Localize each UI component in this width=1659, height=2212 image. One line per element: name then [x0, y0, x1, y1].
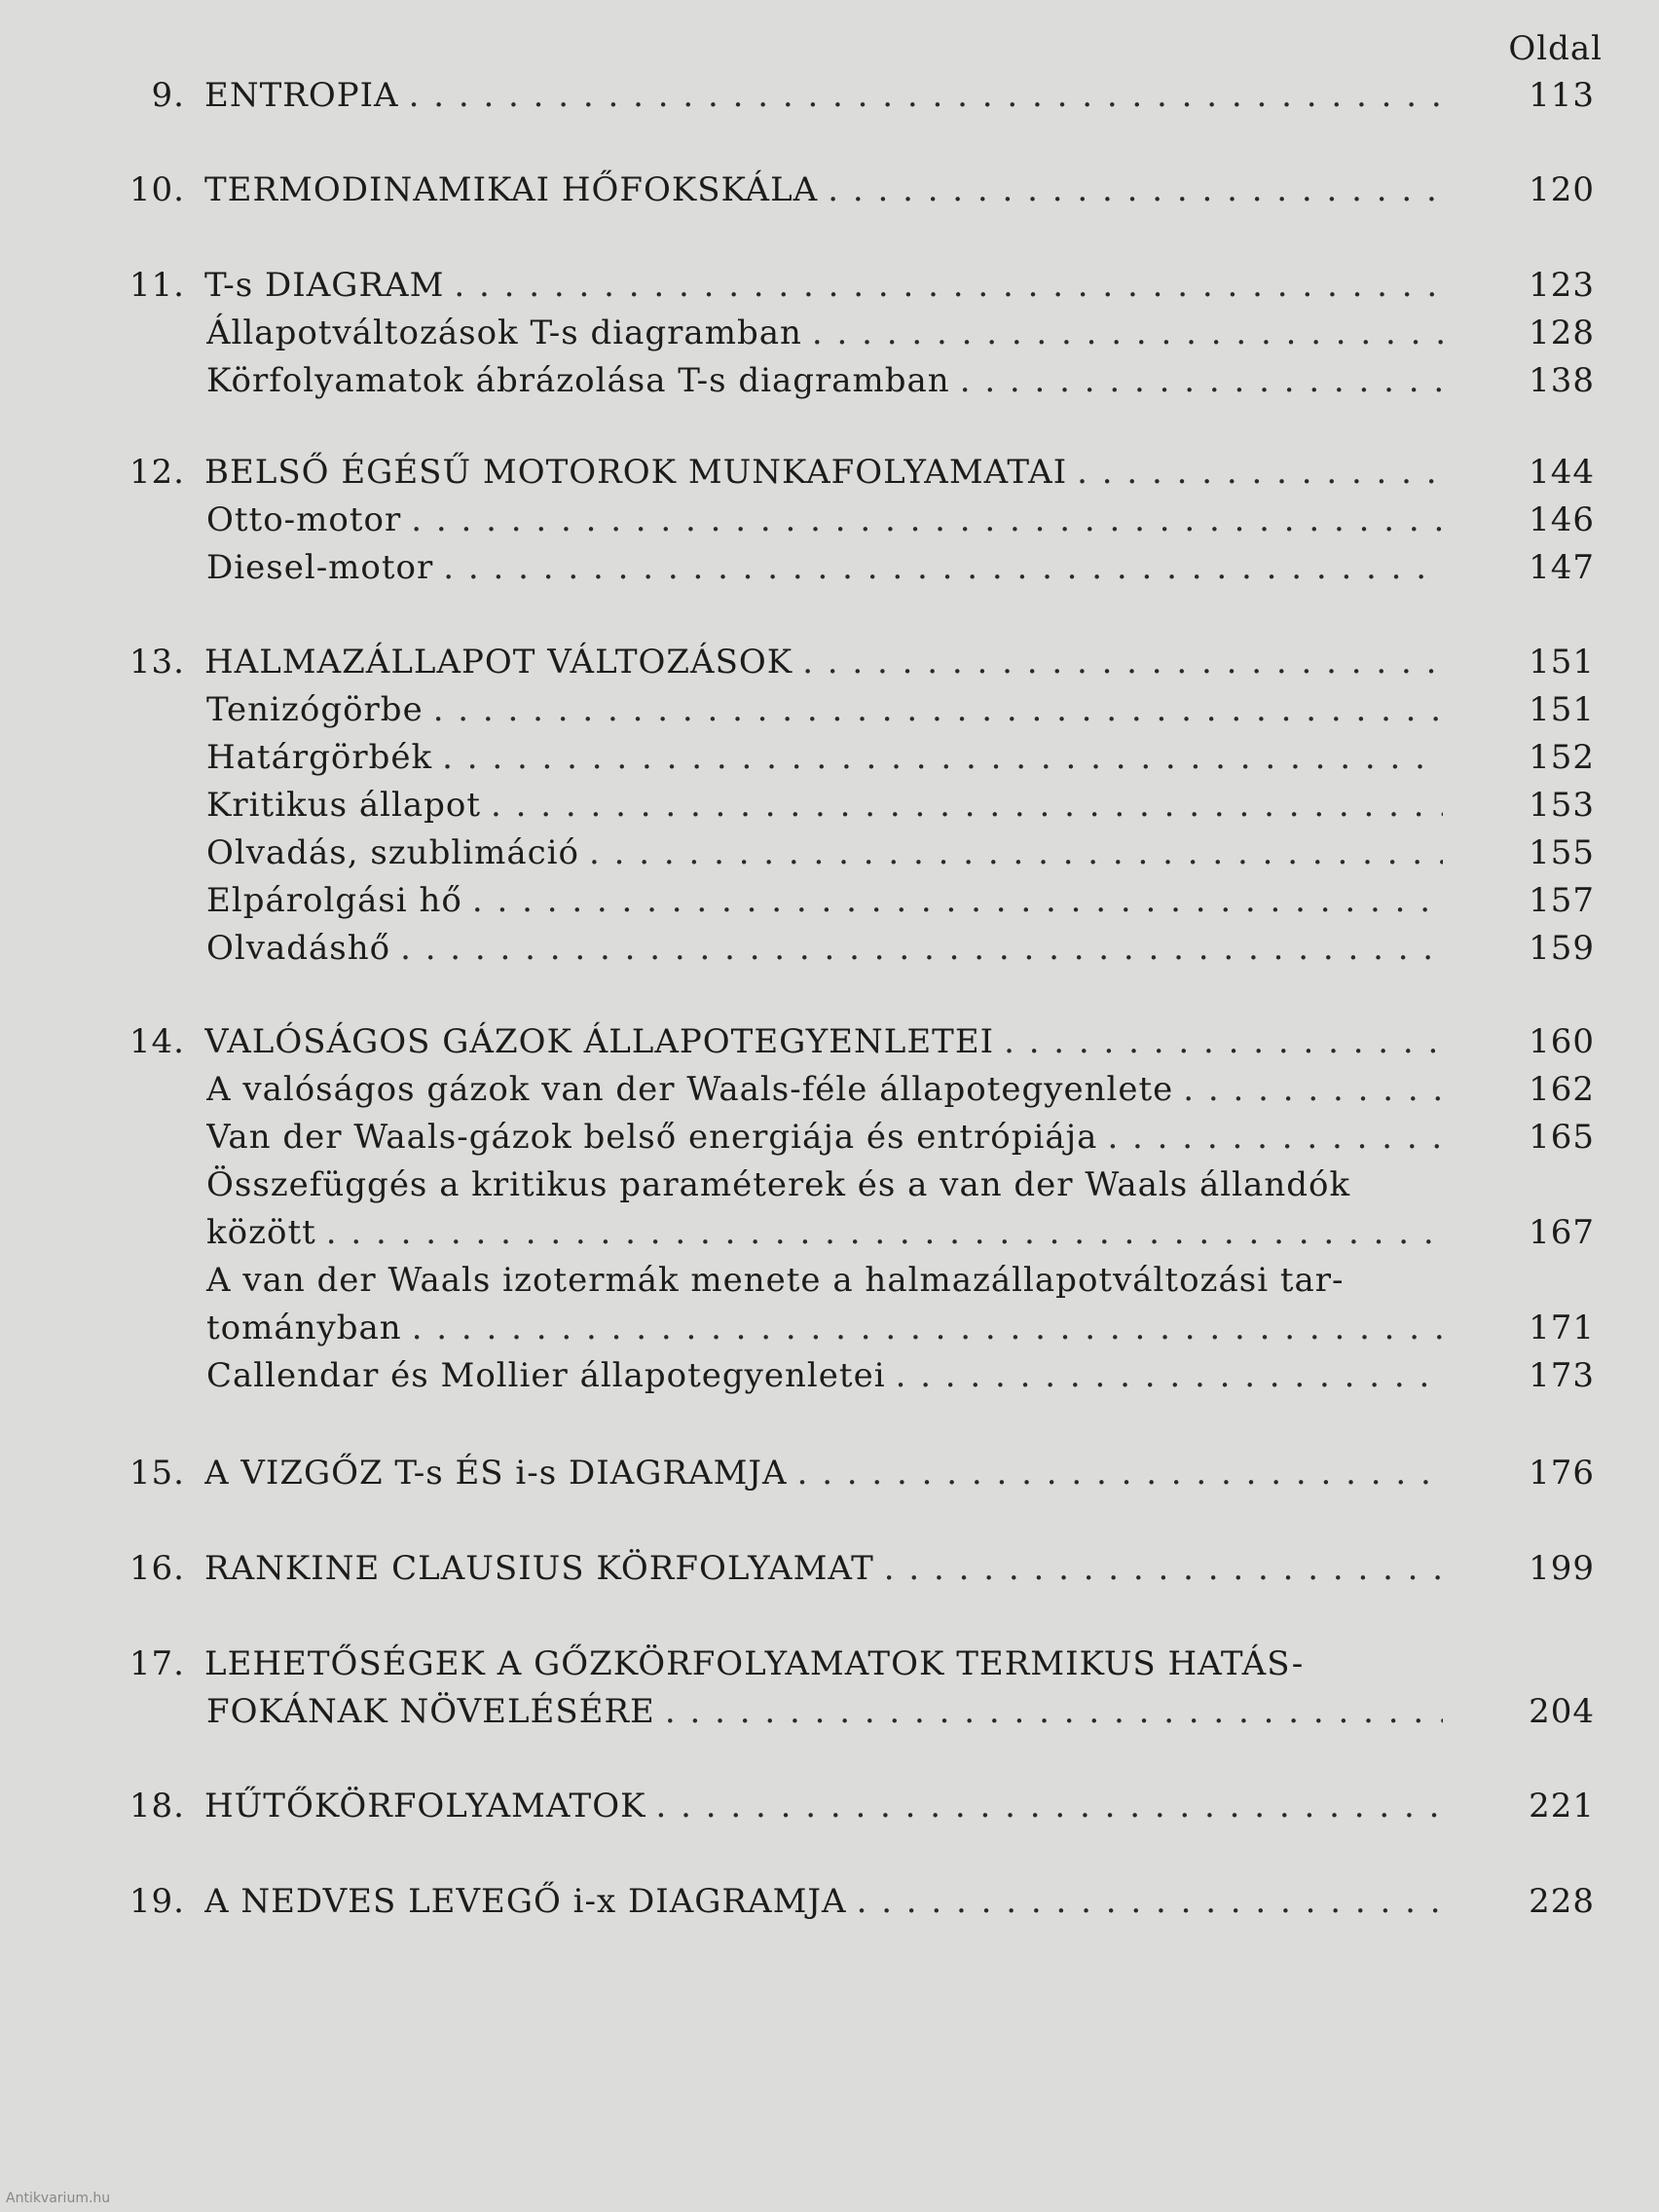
- dot-leader: [802, 638, 1443, 686]
- chapter-number: 12.: [129, 453, 185, 492]
- page-number: 113: [1529, 76, 1595, 115]
- chapter-title: T-s DIAGRAM: [204, 266, 445, 305]
- dot-leader: [857, 1877, 1443, 1926]
- section-title: Olvadás, szublimáció: [206, 833, 579, 872]
- page-number: 128: [1529, 313, 1595, 352]
- toc-line: [0, 1544, 1659, 1593]
- page-number: 144: [1529, 453, 1595, 492]
- dot-leader: [454, 261, 1443, 310]
- dot-leader: [1077, 448, 1443, 497]
- page-number: 199: [1529, 1549, 1595, 1588]
- toc-line: [0, 1065, 1659, 1114]
- page-number: 165: [1529, 1118, 1595, 1157]
- chapter-title: HŰTŐKÖRFOLYAMATOK: [204, 1787, 646, 1825]
- toc-line: [0, 1017, 1659, 1066]
- toc-line: [0, 1449, 1659, 1497]
- dot-leader: [442, 733, 1443, 782]
- dot-leader: [960, 356, 1443, 405]
- toc-line: [0, 924, 1659, 973]
- toc-line: [0, 829, 1659, 877]
- section-title: Otto-motor: [206, 500, 402, 539]
- toc-line: [0, 685, 1659, 734]
- page-number: 171: [1529, 1309, 1595, 1347]
- section-title: Összefüggés a kritikus paraméterek és a van der Waals állandók: [206, 1165, 1351, 1204]
- section-title: Kritikus állapot: [206, 786, 482, 825]
- toc-line: [0, 1304, 1659, 1352]
- chapter-number: 11.: [129, 266, 185, 305]
- page-number: 162: [1529, 1070, 1595, 1109]
- section-title: Callendar és Mollier állapotegyenletei: [206, 1356, 886, 1395]
- chapter-number: 19.: [129, 1882, 185, 1921]
- section-title: Elpárolgási hő: [206, 881, 462, 920]
- section-title: A valóságos gázok van der Waals-féle állapotegyenlete: [206, 1070, 1174, 1109]
- dot-leader: [443, 543, 1443, 592]
- page-number: 159: [1529, 929, 1595, 968]
- dot-leader: [326, 1208, 1443, 1257]
- section-title: FOKÁNAK NÖVELÉSÉRE: [206, 1692, 655, 1731]
- page-number: 176: [1529, 1454, 1595, 1493]
- toc-line: [0, 356, 1659, 405]
- page-number: 147: [1529, 548, 1595, 587]
- chapter-number: 16.: [129, 1549, 185, 1588]
- toc-line: [0, 71, 1659, 120]
- toc-line: [0, 309, 1659, 357]
- toc-line: [0, 1351, 1659, 1400]
- page-number: 173: [1529, 1356, 1595, 1395]
- chapter-title: A VIZGŐZ T-s ÉS i-s DIAGRAMJA: [204, 1454, 788, 1493]
- section-title: között: [206, 1213, 316, 1252]
- toc-line: [0, 1256, 1659, 1305]
- chapter-number: 14.: [129, 1022, 185, 1061]
- toc-line: [0, 1640, 1659, 1688]
- chapter-title: LEHETŐSÉGEK A GŐZKÖRFOLYAMATOK TERMIKUS HATÁS-: [204, 1644, 1305, 1683]
- toc-line: [0, 261, 1659, 310]
- dot-leader: [812, 309, 1443, 357]
- dot-leader: [896, 1351, 1443, 1400]
- toc-line: [0, 1687, 1659, 1736]
- chapter-title: ENTROPIA: [204, 76, 399, 115]
- page-number: 167: [1529, 1213, 1595, 1252]
- dot-leader: [409, 71, 1443, 120]
- dot-leader: [828, 166, 1443, 214]
- dot-leader: [884, 1544, 1443, 1593]
- dot-leader: [656, 1782, 1443, 1830]
- page-number: 151: [1529, 643, 1595, 682]
- chapter-number: 13.: [129, 643, 185, 682]
- section-title: tományban: [206, 1309, 402, 1347]
- toc-line: [0, 638, 1659, 686]
- section-title: Körfolyamatok ábrázolása T-s diagramban: [206, 361, 950, 400]
- toc-line: [0, 876, 1659, 925]
- page-number: 160: [1529, 1022, 1595, 1061]
- page-number: 204: [1529, 1692, 1595, 1731]
- dot-leader: [1107, 1113, 1443, 1161]
- dot-leader: [589, 829, 1443, 877]
- dot-leader: [1183, 1065, 1443, 1114]
- toc-line: [0, 1113, 1659, 1161]
- page-number: 138: [1529, 361, 1595, 400]
- chapter-title: BELSŐ ÉGÉSŰ MOTOROK MUNKAFOLYAMATAI: [204, 453, 1068, 492]
- chapter-title: HALMAZÁLLAPOT VÁLTOZÁSOK: [204, 643, 793, 682]
- dot-leader: [400, 924, 1443, 973]
- toc-line: [0, 448, 1659, 497]
- page-number: 221: [1529, 1787, 1595, 1825]
- dot-leader: [411, 496, 1443, 544]
- page-number: 157: [1529, 881, 1595, 920]
- page-number: 120: [1529, 170, 1595, 209]
- toc-line: [0, 1208, 1659, 1257]
- dot-leader: [412, 1304, 1443, 1352]
- chapter-number: 18.: [129, 1787, 185, 1825]
- page-number: 153: [1529, 786, 1595, 825]
- chapter-title: TERMODINAMIKAI HŐFOKSKÁLA: [204, 170, 819, 209]
- chapter-title: VALÓSÁGOS GÁZOK ÁLLAPOTEGYENLETEI: [204, 1022, 995, 1061]
- toc-line: [0, 1877, 1659, 1926]
- dot-leader: [472, 876, 1443, 925]
- page-number: 228: [1529, 1882, 1595, 1921]
- page-number: 123: [1529, 266, 1595, 305]
- toc-line: [0, 543, 1659, 592]
- chapter-number: 10.: [129, 170, 185, 209]
- toc-line: [0, 1782, 1659, 1830]
- page-number: 151: [1529, 690, 1595, 729]
- chapter-number: 9.: [151, 76, 185, 115]
- chapter-number: 15.: [129, 1454, 185, 1493]
- dot-leader: [433, 685, 1443, 734]
- dot-leader: [1004, 1017, 1443, 1066]
- toc-line: [0, 496, 1659, 544]
- page-number: 155: [1529, 833, 1595, 872]
- chapter-title: RANKINE CLAUSIUS KÖRFOLYAMAT: [204, 1549, 874, 1588]
- section-title: Diesel-motor: [206, 548, 434, 587]
- section-title: Határgörbék: [206, 738, 433, 777]
- page-number: 152: [1529, 738, 1595, 777]
- watermark: Antikvarium.hu: [6, 2191, 111, 2206]
- section-title: Állapotváltozások T-s diagramban: [206, 313, 802, 352]
- toc-line: [0, 1161, 1659, 1209]
- toc-line: [0, 166, 1659, 214]
- section-title: Tenizógörbe: [206, 690, 424, 729]
- toc-line: [0, 733, 1659, 782]
- page-column-header: Oldal: [1508, 29, 1603, 68]
- dot-leader: [665, 1687, 1443, 1736]
- chapter-title: A NEDVES LEVEGŐ i-x DIAGRAMJA: [204, 1882, 847, 1921]
- dot-leader: [797, 1449, 1443, 1497]
- toc-line: [0, 781, 1659, 830]
- chapter-number: 17.: [129, 1644, 185, 1683]
- page-number: 146: [1529, 500, 1595, 539]
- section-title: A van der Waals izotermák menete a halmazállapotváltozási tar-: [206, 1261, 1345, 1300]
- dot-leader: [491, 781, 1443, 830]
- section-title: Van der Waals-gázok belső energiája és entrópiája: [206, 1118, 1098, 1157]
- section-title: Olvadáshő: [206, 929, 391, 968]
